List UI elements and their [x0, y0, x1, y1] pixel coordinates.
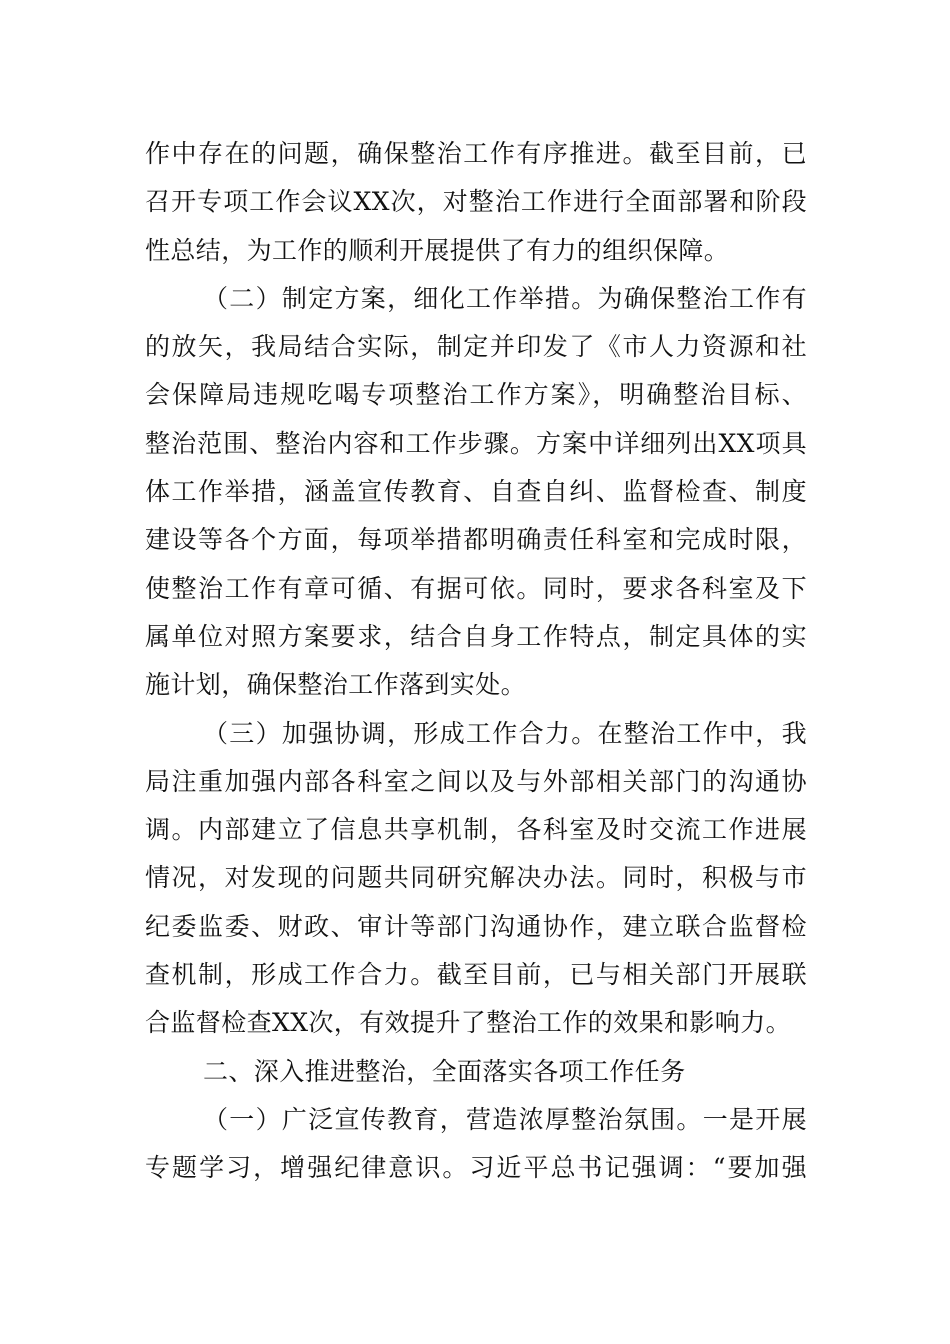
- body-line: 使整治工作有章可循、有据可依。同时，要求各科室及下: [145, 573, 807, 603]
- chapter-heading-line: 二、深入推进整治，全面落实各项工作任务: [203, 1056, 686, 1086]
- body-line: 性总结，为工作的顺利开展提供了有力的组织保障。: [145, 235, 730, 265]
- body-line: 专题学习，增强纪律意识。习近平总书记强调：“要加强: [145, 1153, 807, 1183]
- body-line: 情况，对发现的问题共同研究解决办法。同时，积极与市: [145, 863, 807, 893]
- body-line: 会保障局违规吃喝专项整治工作方案》，明确整治目标、: [145, 380, 807, 410]
- body-line: 体工作举措，涵盖宣传教育、自查自纠、监督检查、制度: [145, 477, 807, 507]
- document-body: [145, 130, 807, 1193]
- section-heading-line: （一）广泛宣传教育，营造浓厚整治氛围。一是开展: [203, 1104, 807, 1134]
- body-line: 作中存在的问题，确保整治工作有序推进。截至目前，已: [145, 139, 807, 168]
- section-heading-line: （二）制定方案，细化工作举措。为确保整治工作有: [203, 283, 807, 313]
- body-line: 施计划，确保整治工作落到实处。: [145, 670, 527, 700]
- body-line: 合监督检查XX次，有效提升了整治工作的效果和影响力。: [145, 1008, 791, 1038]
- body-line: 召开专项工作会议XX次，对整治工作进行全面部署和阶段: [145, 187, 807, 217]
- body-line: 的放矢，我局结合实际，制定并印发了《市人力资源和社: [145, 332, 807, 362]
- section-heading-line: （三）加强协调，形成工作合力。在整治工作中，我: [203, 718, 807, 748]
- body-line: 查机制，形成工作合力。截至目前，已与相关部门开展联: [145, 960, 807, 990]
- body-line: 建设等各个方面，每项举措都明确责任科室和完成时限，: [145, 525, 807, 555]
- body-line: 纪委监委、财政、审计等部门沟通协作，建立联合监督检: [145, 911, 807, 941]
- body-line: 整治范围、整治内容和工作步骤。方案中详细列出XX项具: [145, 428, 807, 458]
- body-line: 局注重加强内部各科室之间以及与外部相关部门的沟通协: [145, 766, 807, 796]
- body-line: 调。内部建立了信息共享机制，各科室及时交流工作进展: [145, 815, 807, 845]
- body-line: 属单位对照方案要求，结合自身工作特点，制定具体的实: [145, 621, 807, 651]
